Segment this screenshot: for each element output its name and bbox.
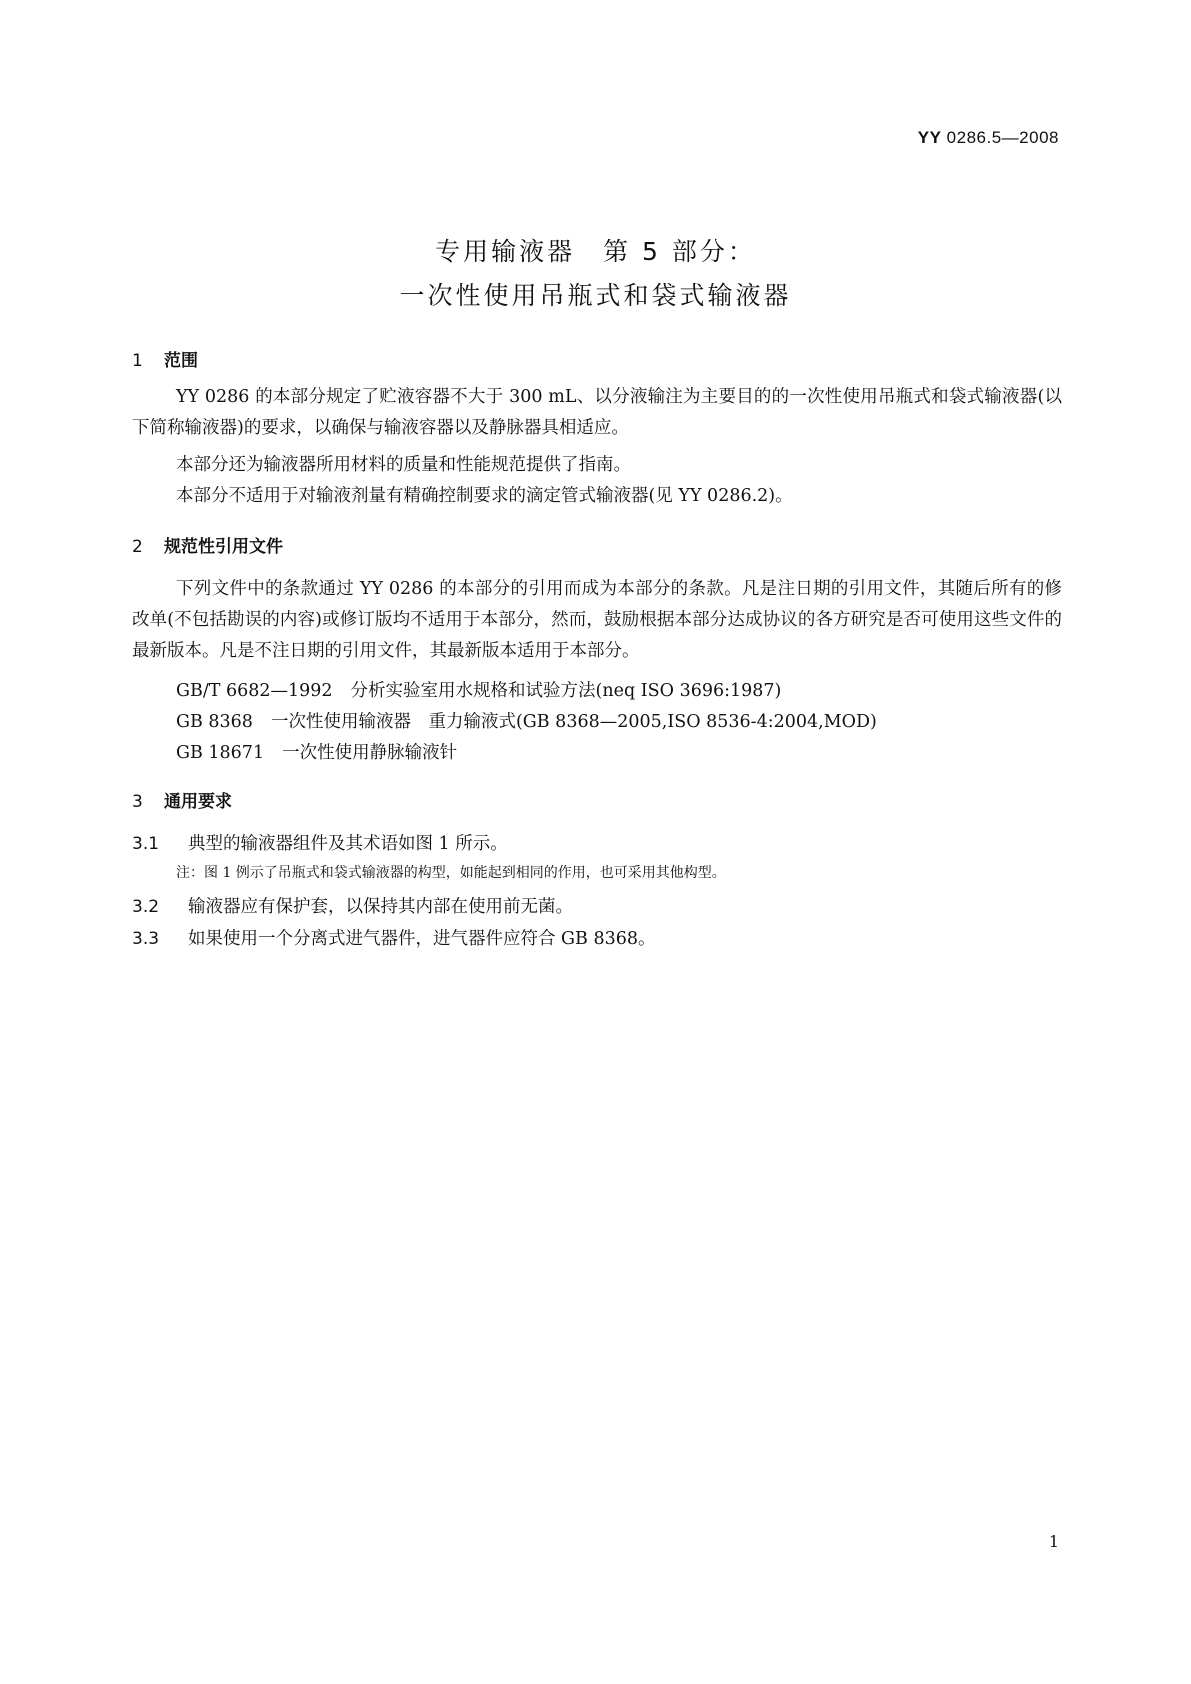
section-1-heading — [132, 346, 198, 371]
clause-number: 3.2 — [132, 897, 160, 917]
reference-code: GB/T 6682—1992 — [176, 681, 333, 701]
reference-code: GB 18671 — [176, 743, 265, 763]
clause-number: 3.3 — [132, 929, 160, 949]
clause-3-3 — [132, 925, 656, 950]
standard-prefix: YY — [917, 128, 942, 147]
section-2-paragraph-1: 下列文件中的条款通过 YY 0286 的本部分的引用而成为本部分的条款。凡是注日期的引用文件，其随后所有的修改单(不包括勘误的内容)或修订版均不适用于本部分，然而，鼓励根据本部分达成协议的各方研究是否可使用这些文件的最新版本。凡是不注日期的引用文件，其最新版本适用于本部分。 — [132, 579, 1062, 661]
page-number: 1 — [1048, 1532, 1059, 1551]
section-title: 范围 — [164, 351, 198, 371]
section-2-heading — [132, 532, 283, 557]
reference-item — [176, 677, 781, 702]
section-1-paragraph-1: YY 0286 的本部分规定了贮液容器不大于 300 mL、以分液输注为主要目的的一次性使用吊瓶式和袋式输液器(以下简称输液器)的要求，以确保与输液容器以及静脉器具相适应。 — [132, 387, 1062, 438]
reference-code: GB 8368 — [176, 712, 253, 732]
clause-text: 典型的输液器组件及其术语如图 1 所示。 — [188, 834, 508, 854]
clause-note: 注：图 1 例示了吊瓶式和袋式输液器的构型，如能起到相同的作用，也可采用其他构型。 — [176, 865, 726, 881]
reference-item — [176, 739, 457, 764]
section-1-paragraph-3: 本部分不适用于对输液剂量有精确控制要求的滴定管式输液器(见 YY 0286.2)。 — [176, 486, 793, 506]
reference-item — [176, 708, 877, 733]
section-title: 规范性引用文件 — [164, 537, 283, 557]
clause-text: 如果使用一个分离式进气器件，进气器件应符合 GB 8368。 — [188, 929, 656, 949]
clause-3-2 — [132, 893, 573, 918]
section-number: 2 — [132, 537, 143, 557]
clause-text: 输液器应有保护套，以保持其内部在使用前无菌。 — [188, 897, 573, 917]
title-line-2: 一次性使用吊瓶式和袋式输液器 — [399, 281, 792, 310]
section-title: 通用要求 — [164, 792, 232, 812]
section-number: 3 — [132, 792, 143, 812]
section-number: 1 — [132, 351, 143, 371]
title-line-1: 专用输液器 第 5 部分： — [435, 237, 756, 266]
reference-title: 分析实验室用水规格和试验方法(neq ISO 3696:1987) — [350, 681, 782, 701]
section-3-heading — [132, 787, 232, 812]
reference-title: 一次性使用静脉输液针 — [282, 743, 458, 763]
section-1-paragraph-2: 本部分还为输液器所用材料的质量和性能规范提供了指南。 — [176, 455, 631, 475]
clause-3-1 — [132, 830, 508, 855]
standard-number — [918, 128, 1059, 148]
clause-number: 3.1 — [132, 834, 160, 854]
standard-code: 0286.5—2008 — [946, 128, 1059, 147]
reference-title: 一次性使用输液器 重力输液式(GB 8368—2005,ISO 8536-4:2004,MOD) — [270, 712, 877, 732]
